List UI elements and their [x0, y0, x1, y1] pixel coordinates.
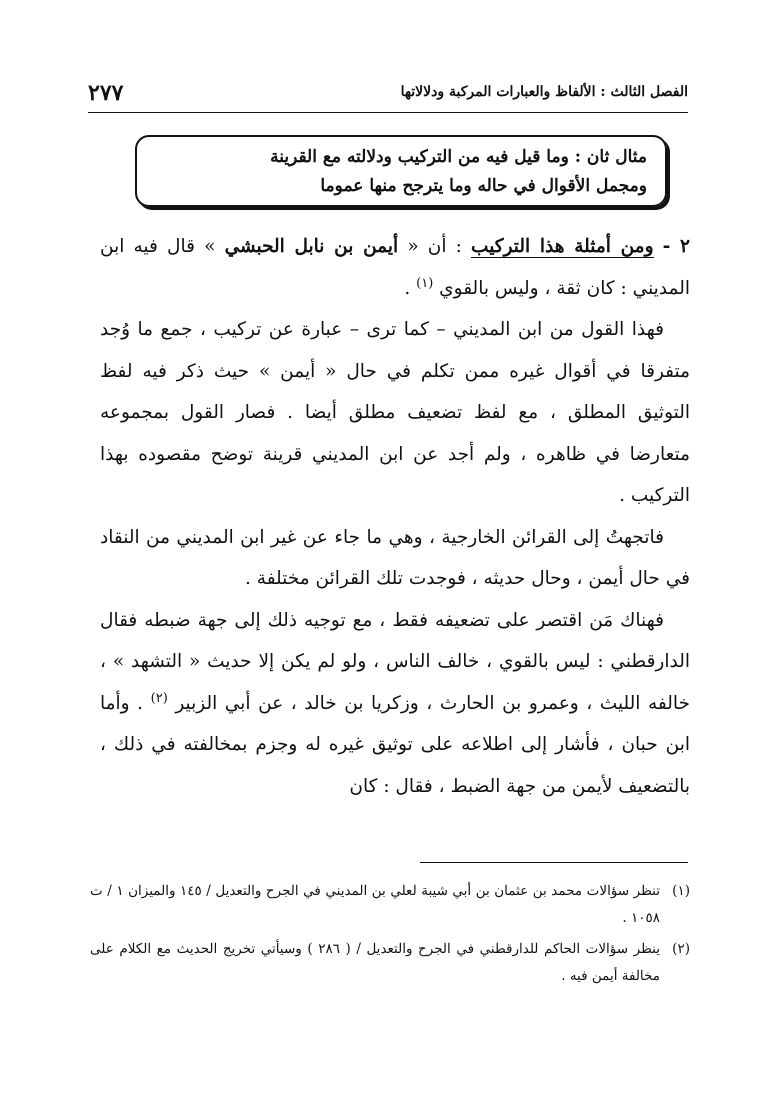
footnote-2-number: (٢)	[672, 941, 690, 957]
paragraph-2: فهذا القول من ابن المديني – كما ترى – عبارة عن تركيب ، جمع ما وُجد متفرقا في أقوال غيره ممن تكلم في حال « أيمن » حيث ذكر فيه لفظ التوثيق المطلق ، مع لفظ تضعيف مطلق أيضا . فصار القول بمجموعه متعارضا في ظاهره ، ولم أجد عن ابن المديني قرينة توضح مقصوده بهذا التركيب .	[100, 319, 690, 506]
paragraph-1-text-b: » قال فيه ابن المديني : كان ثقة ، وليس بالقوي	[100, 236, 690, 299]
footnote-1	[90, 878, 690, 932]
page-number: ٢٧٧	[88, 80, 124, 106]
footnote-1-text: تنظر سؤالات محمد بن عثمان بن أبي شيبة لعلي بن المديني في الجرح والتعديل / ١٤٥ والميزان ١ / ت ١٠٥٨ .	[90, 883, 660, 926]
footnote-ref-2[interactable]: (٢)	[150, 690, 168, 706]
footnote-2-text: ينظر سؤالات الحاكم للدارقطني في الجرح والتعديل / ( ٢٨٦ ) وسيأتي تخريج الحديث مع الكلام على مخالفة أيمن فيه .	[90, 941, 660, 984]
footnote-divider	[420, 862, 688, 863]
lead-phrase: ومن أمثلة هذا التركيب	[471, 236, 654, 257]
paragraph-1-text-a: : أن «	[407, 236, 462, 257]
footnote-ref-1[interactable]: (١)	[416, 275, 434, 291]
header-divider	[88, 112, 688, 113]
footnote-1-number: (١)	[672, 883, 690, 899]
footnotes	[90, 878, 690, 994]
paragraph-4-text-a: فهناك مَن اقتصر على تضعيفه فقط ، مع توجيه ذلك إلى جهة ضبطه فقال الدارقطني : ليس بالقوي ، خالف الناس ، ولو لم يكن إلا حديث « التشهد » ، خالفه الليث ، وعمرو بن الحارث ، وزكريا بن خالد ، عن أبي الزبير	[100, 609, 690, 714]
paragraph-1-text-c: .	[404, 277, 411, 299]
running-header	[88, 82, 688, 108]
paragraph-4-text-b: . وأما ابن حبان ، فأشار إلى اطلاعه على توثيق غيره له وجزم بمخالفته في ذلك ، بالتضعيف لأيمن من جهة الضبط ، فقال : كان	[100, 692, 690, 797]
section-title-box	[135, 135, 667, 207]
footnote-2	[90, 936, 690, 990]
paragraph-1	[100, 226, 690, 309]
section-title-line-1: مثال ثان : وما قيل فيه من التركيب ودلالته مع القرينة	[270, 147, 647, 167]
narrator-name: أيمن بن نابل الحبشي	[224, 236, 399, 257]
section-title-line-2: ومجمل الأقوال في حاله وما يترجح منها عموما	[320, 176, 647, 196]
paragraph-4	[100, 600, 690, 808]
paragraph-3: فاتجهتُ إلى القرائن الخارجية ، وهي ما جاء عن غير ابن المديني من النقاد في حال أيمن ، وحال حديثه ، فوجدت تلك القرائن مختلفة .	[100, 526, 690, 589]
chapter-title: الفصل الثالث : الألفاظ والعبارات المركبة ودلالاتها	[400, 84, 688, 100]
body-text	[100, 226, 690, 807]
paragraph-number: ٢ -	[662, 236, 690, 257]
